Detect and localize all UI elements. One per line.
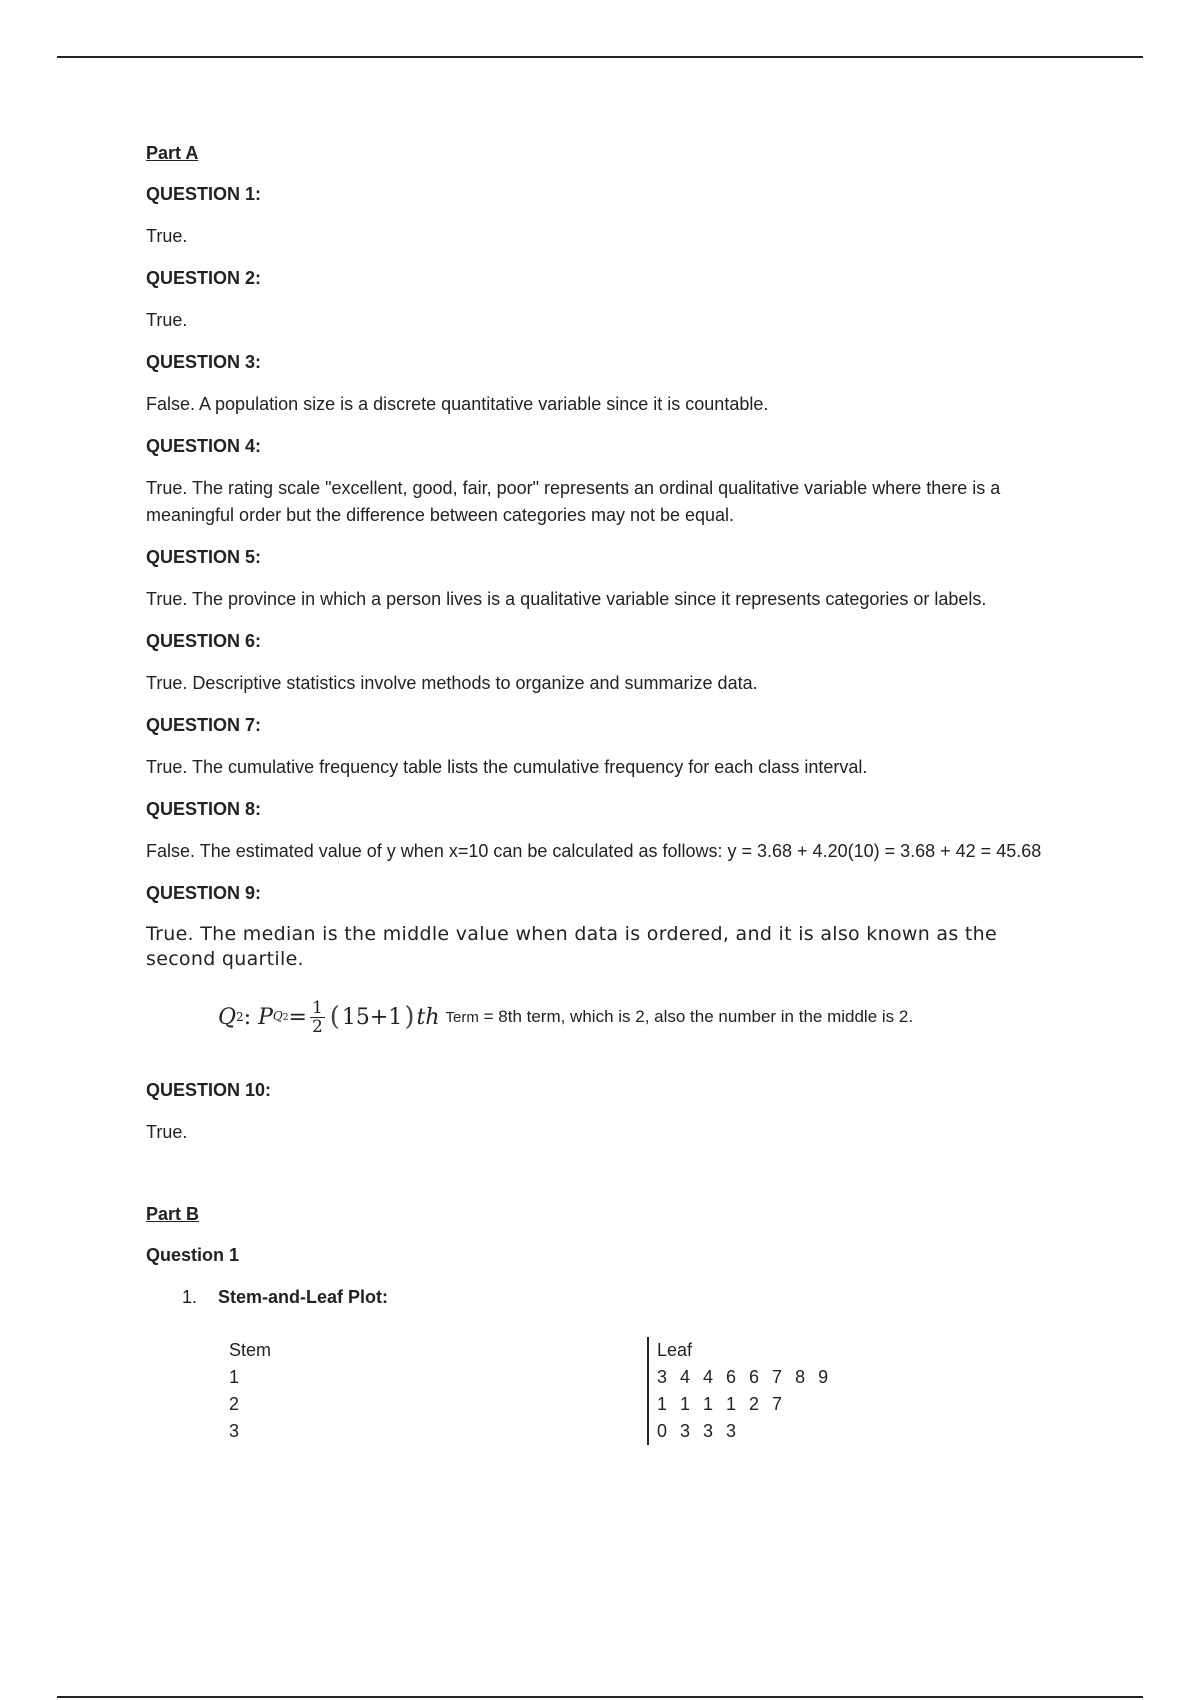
question-6-heading: QUESTION 6: <box>146 631 262 651</box>
question-5-heading: QUESTION 5: <box>146 547 262 567</box>
formula-term-label: Term <box>445 1009 479 1026</box>
stem-value: 2 <box>229 1394 240 1414</box>
question-10-heading: QUESTION 10: <box>146 1080 272 1100</box>
question-8-answer: False. The estimated value of y when x=10 can be calculated as follows: y = 3.68 + 4.20(10) = 3.68 + 42 = 45.68 <box>146 841 1042 861</box>
formula-colon: : <box>243 1004 252 1030</box>
fraction-numerator: 1 <box>311 997 323 1018</box>
question-2-answer: True. <box>146 310 188 330</box>
fraction-denominator: 2 <box>311 1016 323 1037</box>
question-3-answer: False. A population size is a discrete quantitative variable since it is countable. <box>146 394 769 414</box>
formula-equals: = <box>288 1004 307 1030</box>
leaf-column <box>647 1337 832 1445</box>
question-6-answer: True. Descriptive statistics involve methods to organize and summarize data. <box>146 673 758 693</box>
question-8-heading: QUESTION 8: <box>146 799 262 819</box>
formula-explanation <box>446 1003 914 1031</box>
question-2-heading: QUESTION 2: <box>146 268 262 288</box>
question-4-answer: True. The rating scale "excellent, good, fair, poor" represents an ordinal qualitative variable where there is a meaningful order but the difference between categories may not be equal. <box>146 478 1001 525</box>
leaf-values: 0 3 3 3 <box>657 1421 741 1441</box>
question-5-answer: True. The province in which a person lives is a qualitative variable since it represents categories or labels. <box>146 589 987 609</box>
list-item-label: Stem-and-Leaf Plot: <box>218 1287 389 1307</box>
question-1-heading: QUESTION 1: <box>146 184 262 204</box>
stem-value: 1 <box>229 1367 240 1387</box>
formula-fraction <box>310 999 325 1036</box>
formula-result-text: = 8th term, which is 2, also the number in the middle is 2. <box>483 1007 914 1026</box>
question-7-answer: True. The cumulative frequency table lists the cumulative frequency for each class interval. <box>146 757 868 777</box>
question-7-heading: QUESTION 7: <box>146 715 262 735</box>
list-item <box>182 1284 1046 1311</box>
document-body <box>146 140 1046 1447</box>
question-9-answer: True. The median is the middle value when data is ordered, and it is also known as the second quartile. <box>146 923 997 970</box>
formula-p: P <box>258 1004 273 1030</box>
question-3-heading: QUESTION 3: <box>146 352 262 372</box>
formula-inner: 15+1 <box>341 1004 403 1030</box>
stem-value: 3 <box>229 1421 240 1441</box>
left-paren: ( <box>329 1001 340 1032</box>
question-4-heading: QUESTION 4: <box>146 436 262 456</box>
formula-math <box>218 999 440 1036</box>
question-10-answer: True. <box>146 1122 188 1142</box>
part-a-title: Part A <box>146 143 199 163</box>
leaf-values: 1 1 1 1 2 7 <box>657 1394 787 1414</box>
question-9-heading: QUESTION 9: <box>146 883 262 903</box>
stem-header: Stem <box>229 1340 272 1360</box>
part-b-title: Part B <box>146 1204 200 1224</box>
formula-th: th <box>416 1004 440 1030</box>
part-b-question-heading: Question 1 <box>146 1245 240 1265</box>
page-bottom-rule <box>57 1696 1143 1698</box>
leaf-header: Leaf <box>657 1340 693 1360</box>
question-1-answer: True. <box>146 226 188 246</box>
formula-q: Q <box>218 1004 237 1030</box>
page-top-rule <box>57 56 1143 58</box>
list-item-number: 1. <box>182 1287 198 1307</box>
median-formula <box>218 987 1046 1047</box>
stem-column <box>229 1337 271 1445</box>
leaf-values: 3 4 4 6 6 7 8 9 <box>657 1367 833 1387</box>
stem-and-leaf-plot <box>229 1337 1046 1447</box>
formula-p-subscript: Q2 <box>272 1008 289 1023</box>
right-paren: ) <box>404 1001 415 1032</box>
formula-q-subscript: 2 <box>236 1009 244 1024</box>
